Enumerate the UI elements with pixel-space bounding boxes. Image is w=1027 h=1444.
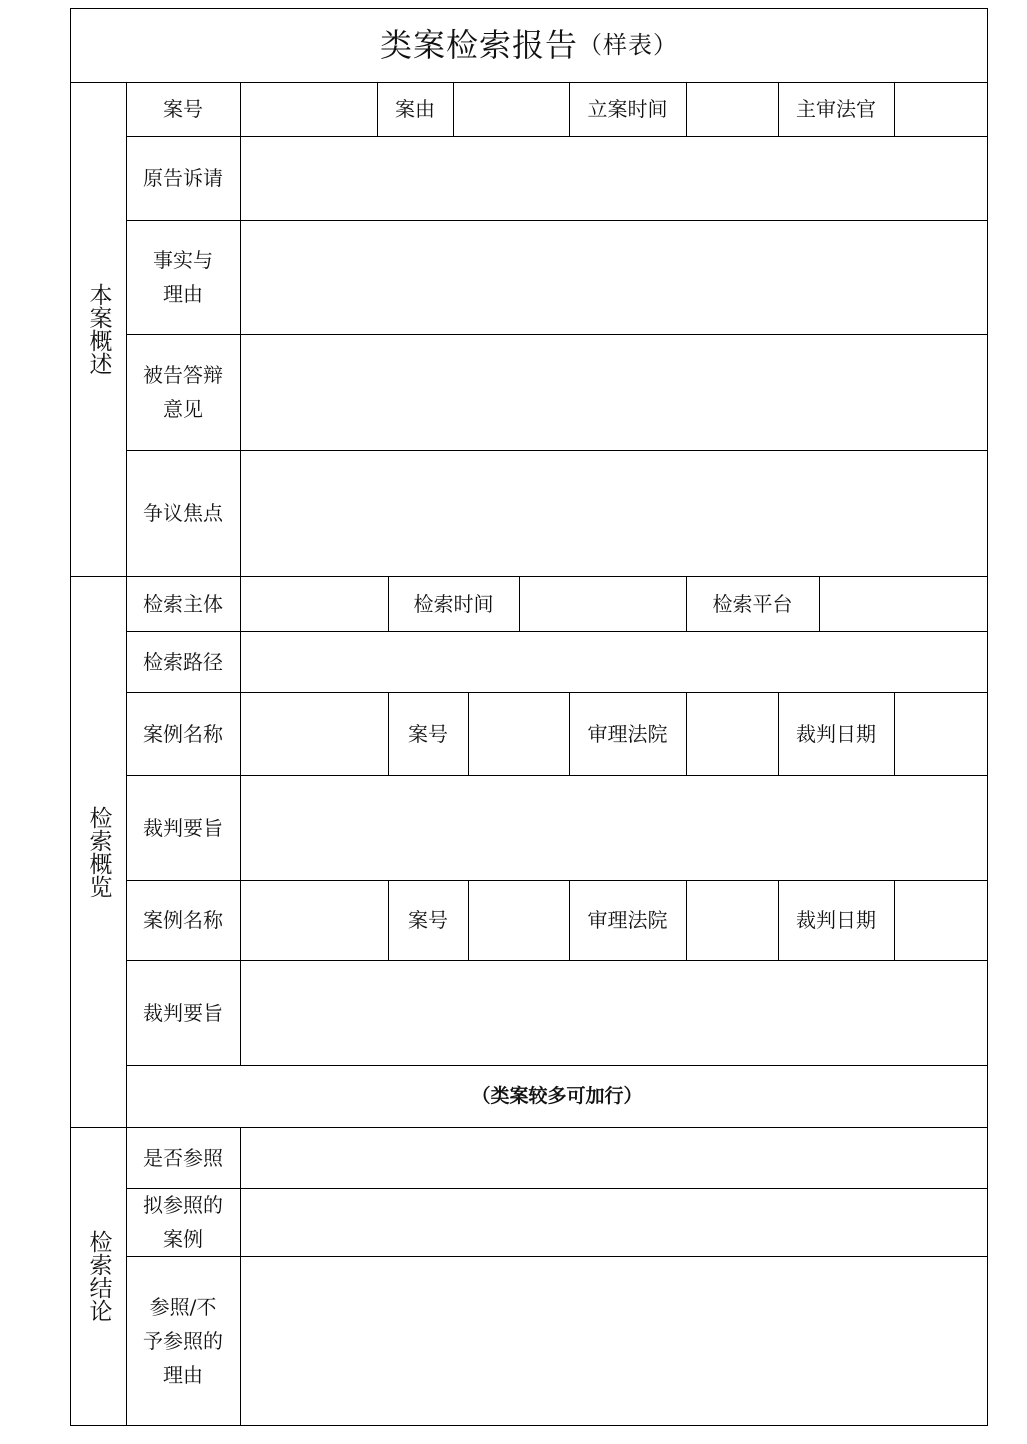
rule — [894, 82, 895, 136]
label-whether-reference: 是否参照 — [143, 1145, 223, 1170]
section-search-overview — [70, 576, 126, 1127]
form-title-main: 类案检索报告 — [379, 26, 578, 64]
label-cause: 案由 — [395, 97, 435, 121]
label-case-name: 案例名称 — [143, 908, 223, 932]
label-search-time: 检索时间 — [413, 591, 494, 616]
label-judgment-date: 裁判日期 — [796, 721, 876, 746]
label-judgment-gist: 裁判要旨 — [143, 1000, 223, 1025]
section-search-conclusion — [70, 1127, 126, 1425]
rule — [453, 82, 454, 136]
section-label: 检索结论 — [85, 1230, 112, 1322]
rule — [126, 334, 988, 335]
label-filing-time: 立案时间 — [587, 97, 668, 121]
label-reference-reasons: 参照/不 予参照的 理由 — [143, 1294, 223, 1387]
rule — [686, 880, 687, 960]
rule — [126, 775, 988, 776]
rule — [126, 1188, 988, 1189]
label-search-subject: 检索主体 — [143, 591, 223, 616]
label-case-no: 案号 — [408, 721, 448, 746]
rule — [686, 82, 687, 136]
rule — [126, 450, 988, 451]
rule — [468, 692, 469, 775]
form-title-suffix: （样表） — [578, 31, 678, 59]
rule — [894, 880, 895, 960]
rule — [126, 1256, 988, 1257]
rule — [126, 631, 988, 632]
label-court: 审理法院 — [587, 908, 668, 932]
form-title — [70, 8, 988, 82]
rule — [519, 576, 520, 631]
note-add-rows: （类案较多可加行） — [471, 1085, 643, 1107]
label-plaintiff-claims: 原告诉请 — [143, 166, 223, 190]
label-court: 审理法院 — [587, 721, 668, 746]
border-bottom — [70, 1425, 988, 1426]
rule — [894, 692, 895, 775]
section-label: 检索概览 — [85, 805, 112, 898]
rule-label-column — [240, 82, 241, 1066]
label-case-no: 案号 — [163, 97, 203, 121]
section-label: 本案概述 — [85, 283, 112, 375]
rule — [819, 576, 820, 631]
section-case-overview — [70, 82, 126, 576]
label-case-no: 案号 — [408, 908, 448, 932]
label-case-name: 案例名称 — [143, 721, 223, 746]
label-defense-opinion: 被告答辩 意见 — [143, 363, 223, 421]
label-search-path: 检索路径 — [143, 649, 223, 674]
case-search-report-form — [70, 8, 988, 1426]
label-presiding-judge: 主审法官 — [796, 97, 876, 121]
border-right — [987, 8, 988, 1426]
label-judgment-gist: 裁判要旨 — [143, 815, 223, 840]
rule — [126, 960, 988, 961]
rule-label-column — [240, 1127, 241, 1426]
rule — [126, 220, 988, 221]
label-dispute-focus: 争议焦点 — [143, 501, 223, 525]
label-facts-reasons: 事实与 理由 — [153, 248, 213, 306]
label-judgment-date: 裁判日期 — [796, 908, 876, 932]
label-cases-to-reference: 拟参照的 案例 — [143, 1193, 223, 1251]
label-search-platform: 检索平台 — [712, 591, 793, 616]
rule — [468, 880, 469, 960]
rule — [126, 136, 988, 137]
rule — [686, 692, 687, 775]
